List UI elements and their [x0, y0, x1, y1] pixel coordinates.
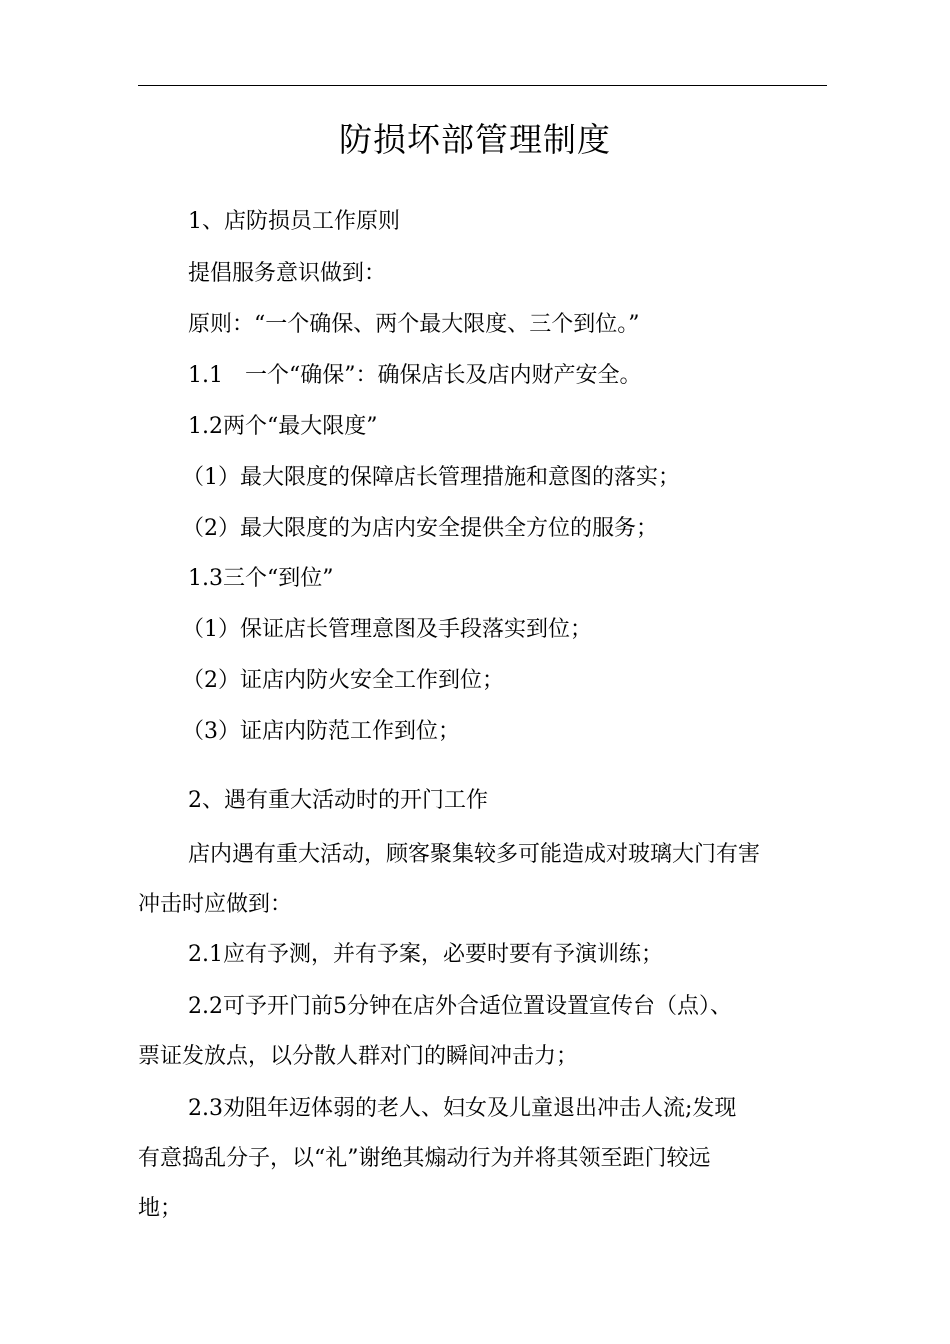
item-2-3-line-1: 2.3劝阻年迈体弱的老人、妇女及儿童退出冲击人流;发现	[188, 1096, 737, 1121]
section-2-intro-line-1: 店内遇有重大活动，顾客聚集较多可能造成对玻璃大门有害	[188, 842, 761, 867]
item-1-2-sub-1: （1）最大限度的保障店长管理措施和意图的落实；	[182, 465, 680, 490]
document-title: 防损坏部管理制度	[339, 120, 611, 159]
item-1-3: 1.3三个“到位”	[188, 566, 334, 591]
item-2-2-line-2: 票证发放点，以分散人群对门的瞬间冲击力；	[138, 1044, 579, 1069]
item-1-1: 1.1 一个“确保”：确保店长及店内财产安全。	[188, 363, 642, 388]
item-1-2: 1.2两个“最大限度”	[188, 414, 378, 439]
item-1-3-sub-2: （2）证店内防火安全工作到位；	[182, 668, 504, 693]
paragraph-service-awareness: 提倡服务意识做到：	[188, 261, 387, 286]
header-rule	[138, 85, 827, 86]
paragraph-principle: 原则：“一个确保、两个最大限度、三个到位。”	[188, 312, 640, 337]
item-2-2-line-1: 2.2可予开门前5分钟在店外合适位置设置宣传台（点）、	[188, 994, 732, 1019]
section-2-heading: 2、遇有重大活动时的开门工作	[188, 788, 488, 813]
item-1-2-sub-2: （2）最大限度的为店内安全提供全方位的服务；	[182, 516, 658, 541]
item-2-1: 2.1应有予测，并有予案，必要时要有予演训练；	[188, 942, 663, 967]
item-2-3-line-2: 有意捣乱分子，以“礼”谢绝其煽动行为并将其领至距门较远	[138, 1146, 711, 1171]
section-2-intro-line-2: 冲击时应做到：	[138, 892, 293, 917]
item-1-3-sub-1: （1）保证店长管理意图及手段落实到位；	[182, 617, 592, 642]
item-2-3-line-3: 地；	[138, 1196, 183, 1221]
section-1-heading: 1、店防损员工作原则	[188, 209, 400, 234]
item-1-3-sub-3: （3）证店内防范工作到位；	[182, 719, 460, 744]
